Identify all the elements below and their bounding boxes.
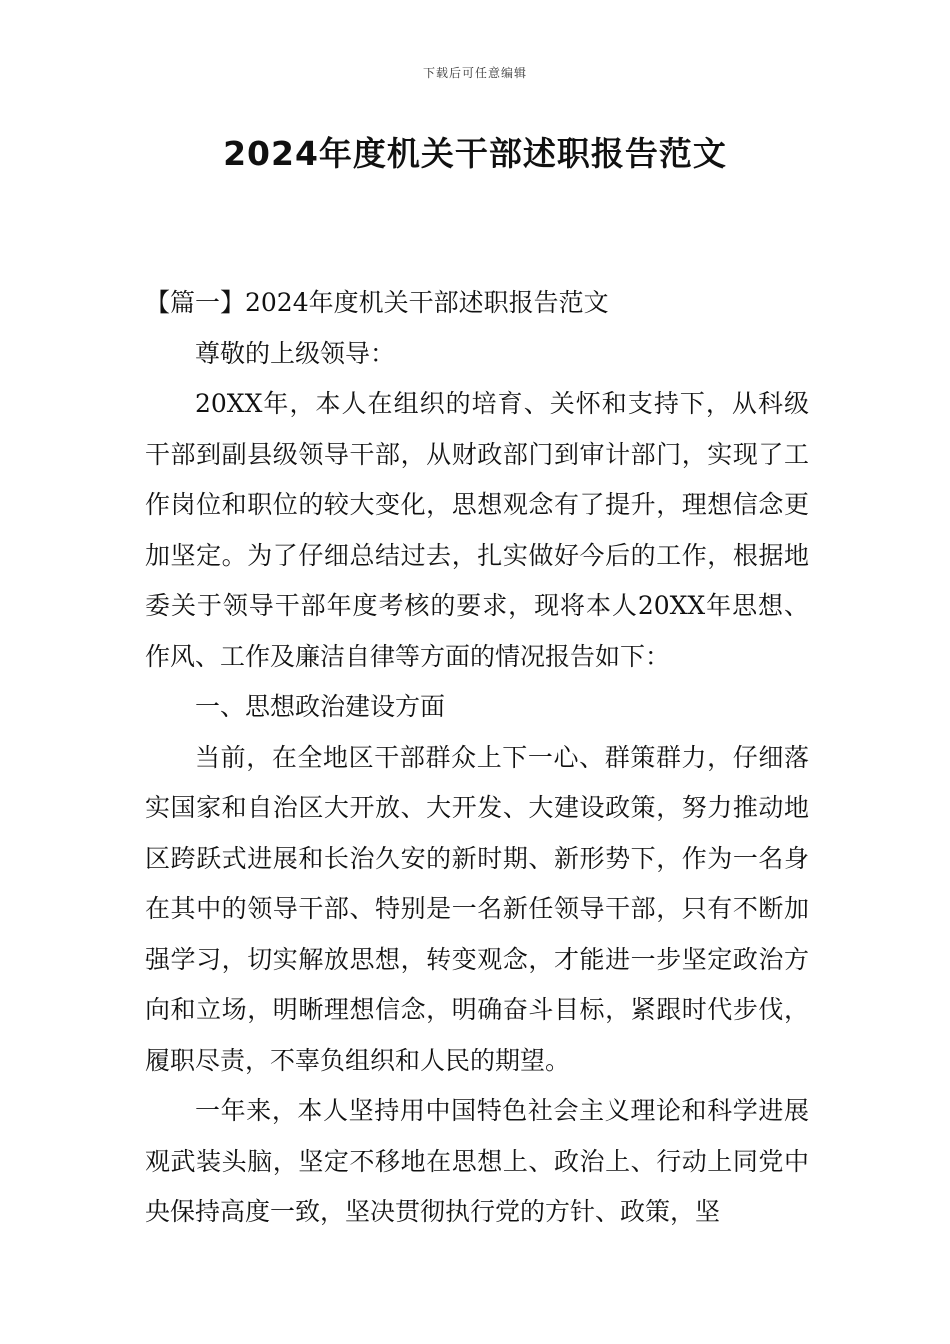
document-title: 2024年度机关干部述职报告范文 bbox=[223, 134, 727, 173]
chapter-heading: 【篇一】2024年度机关干部述职报告范文 bbox=[145, 288, 609, 317]
section-heading: 一、思想政治建设方面 bbox=[195, 692, 446, 721]
body-paragraph: 当前，在全地区干部群众上下一心、群策群力，仔细落实国家和自治区大开放、大开发、大建设政策，努力推动地区跨跃式进展和长治久安的新时期、新形势下，作为一名身在其中的领导干部、特别是一名新任领导干部，只有不断加强学习，切实解放思想，转变观念，才能进一步坚定政治方向和立场，明晰理想信念，明确奋斗目标，紧跟时代步伐，履职尽责，不辜负组织和人民的期望。 bbox=[145, 742, 809, 1075]
salutation: 尊敬的上级领导： bbox=[195, 338, 396, 368]
intro-paragraph: 20XX年，本人在组织的培育、关怀和支持下，从科级干部到副县级领导干部，从财政部门到审计部门，实现了工作岗位和职位的较大变化，思想观念有了提升，理想信念更加坚定。为了仔细总结过去，扎实做好今后的工作，根据地委关于领导干部年度考核的要求，现将本人20XX年思想、作风、工作及廉洁自律等方面的情况报告如下： bbox=[145, 389, 809, 671]
body-paragraph: 一年来，本人坚持用中国特色社会主义理论和科学进展观武装头脑，坚定不移地在思想上、政治上、行动上同党中央保持高度一致，坚决贯彻执行党的方针、政策，坚 bbox=[145, 1096, 809, 1226]
header-note: 下载后可任意编辑 bbox=[422, 66, 527, 80]
document-body bbox=[145, 278, 809, 1238]
